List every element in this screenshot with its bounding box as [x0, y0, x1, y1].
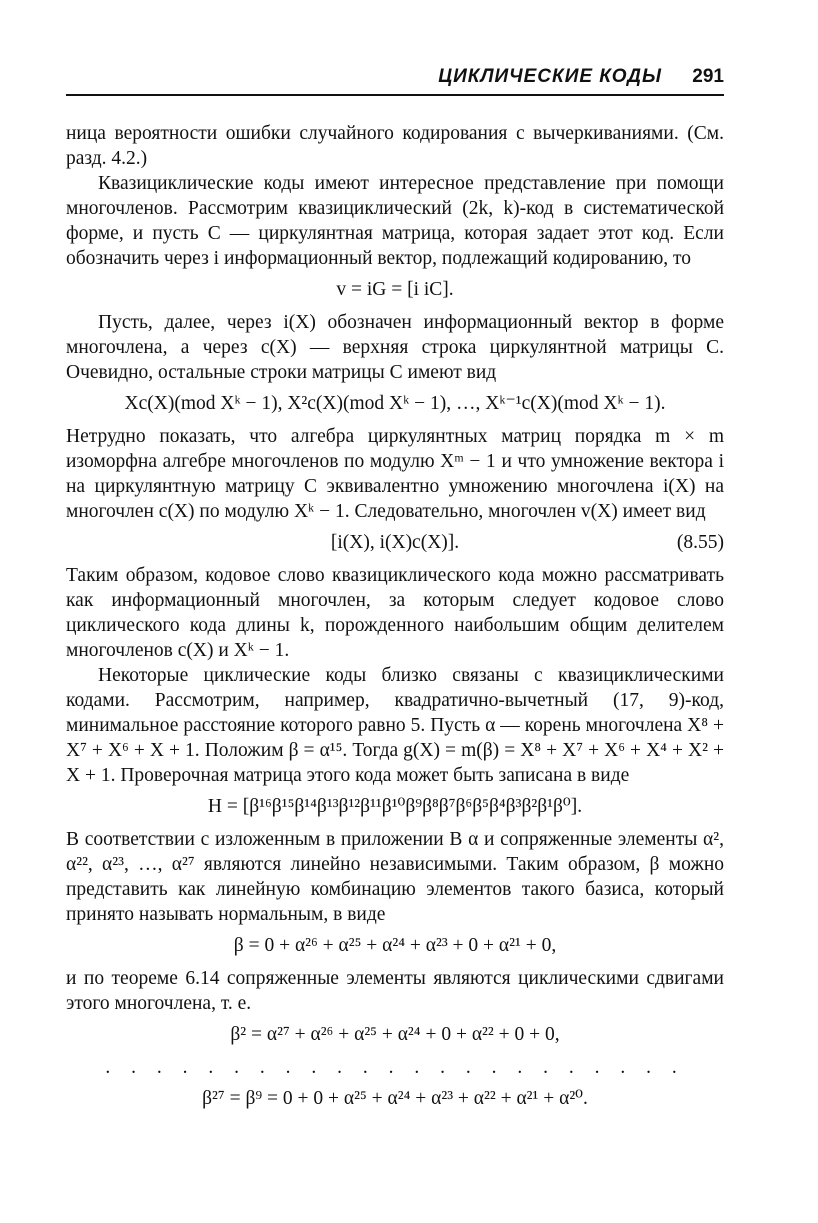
- paragraph-normal-basis: В соответствии с изложенным в приложении В α и сопряженные элементы α², α²², α²³, …, α²⁷ являются линейно независимыми. Таким образом, β можно представить как линейную комбинацию элементов такого базиса, который принято называть нормальным, в виде: [66, 829, 724, 925]
- page-body: [66, 121, 724, 1119]
- formula-beta-last: β²⁷ = β⁹ = 0 + 0 + α²⁵ + α²⁴ + α²³ + α²² + α²¹ + α²⁰.: [202, 1088, 588, 1109]
- equation-number: (8.55): [676, 532, 724, 553]
- formula-check-matrix: H = [β¹⁶β¹⁵β¹⁴β¹³β¹²β¹¹β¹⁰β⁹β⁸β⁷β⁶β⁵β⁴β³β²β¹β⁰].: [207, 796, 583, 817]
- formula-codeword: v = iG = [i iC].: [336, 279, 454, 300]
- paragraph-quasicyclic: Квазициклические коды имеют интересное представление при помощи многочленов. Рассмотрим квазициклический (2k, k)-код в систематической форме, и пусть C — циркулянтная матрица, которая задает этот код. Если обозначить через i информационный вектор, подлежащий кодированию, то: [66, 173, 724, 269]
- paragraph-algebra: Нетрудно показать, что алгебра циркулянтных матриц порядка m × m изоморфна алгебре многочленов по модулю Xᵐ − 1 и что умножение вектора i на циркулянтную матрицу C эквивалентно умножению многочлена i(X) на многочлен c(X) по модулю Xᵏ − 1. Следовательно, многочлен v(X) имеет вид: [66, 426, 724, 522]
- formula-855: [66, 530, 724, 555]
- header-rule: [66, 94, 724, 96]
- paragraph-example: Некоторые циклические коды близко связаны с квазициклическими кодами. Рассмотрим, например, квадратично-вычетный (17, 9)-код, минимальное расстояние которого равно 5. Пусть α — корень многочлена X⁸ + X⁷ + X⁶ + X + 1. Положим β = α¹⁵. Тогда g(X) = m(β) = X⁸ + X⁷ + X⁶ + X⁴ + X² + X + 1. Проверочная матрица этого кода может быть записана в виде: [66, 665, 724, 786]
- paragraph-conclusion: Таким образом, кодовое слово квазициклического кода можно рассматривать как информационный многочлен, за которым следует кодовое слово циклического кода длины k, порожденного наибольшим общим делителем многочленов c(X) и Xᵏ − 1.: [66, 565, 724, 661]
- running-head: ЦИКЛИЧЕСКИЕ КОДЫ: [438, 66, 662, 87]
- formula-beta-squared: β² = α²⁷ + α²⁶ + α²⁵ + α²⁴ + 0 + α²² + 0 + 0,: [230, 1024, 560, 1045]
- paragraph-continuation: ница вероятности ошибки случайного кодирования с вычеркиваниями. (См. разд. 4.2.): [66, 123, 724, 169]
- page-number: 291: [692, 66, 724, 87]
- formula-855-body: [i(X), i(X)c(X)].: [330, 532, 460, 553]
- paragraph-theorem: и по теореме 6.14 сопряженные элементы являются циклическими сдвигами этого многочлена, т. е.: [66, 968, 724, 1014]
- formula-rows: Xc(X)(mod Xᵏ − 1), X²c(X)(mod Xᵏ − 1), …, Xᵏ⁻¹c(X)(mod Xᵏ − 1).: [124, 393, 666, 414]
- page-header: [66, 66, 724, 92]
- paragraph-polynomial-form: Пусть, далее, через i(X) обозначен информационный вектор в форме многочлена, а через c(X) — верхняя строка циркулянтной матрицы C. Очевидно, остальные строки матрицы C имеют вид: [66, 312, 724, 383]
- ellipsis-dots: . . . . . . . . . . . . . . . . . . . . . . .: [105, 1057, 685, 1078]
- formula-beta: β = 0 + α²⁶ + α²⁵ + α²⁴ + α²³ + 0 + α²¹ + 0,: [233, 935, 557, 956]
